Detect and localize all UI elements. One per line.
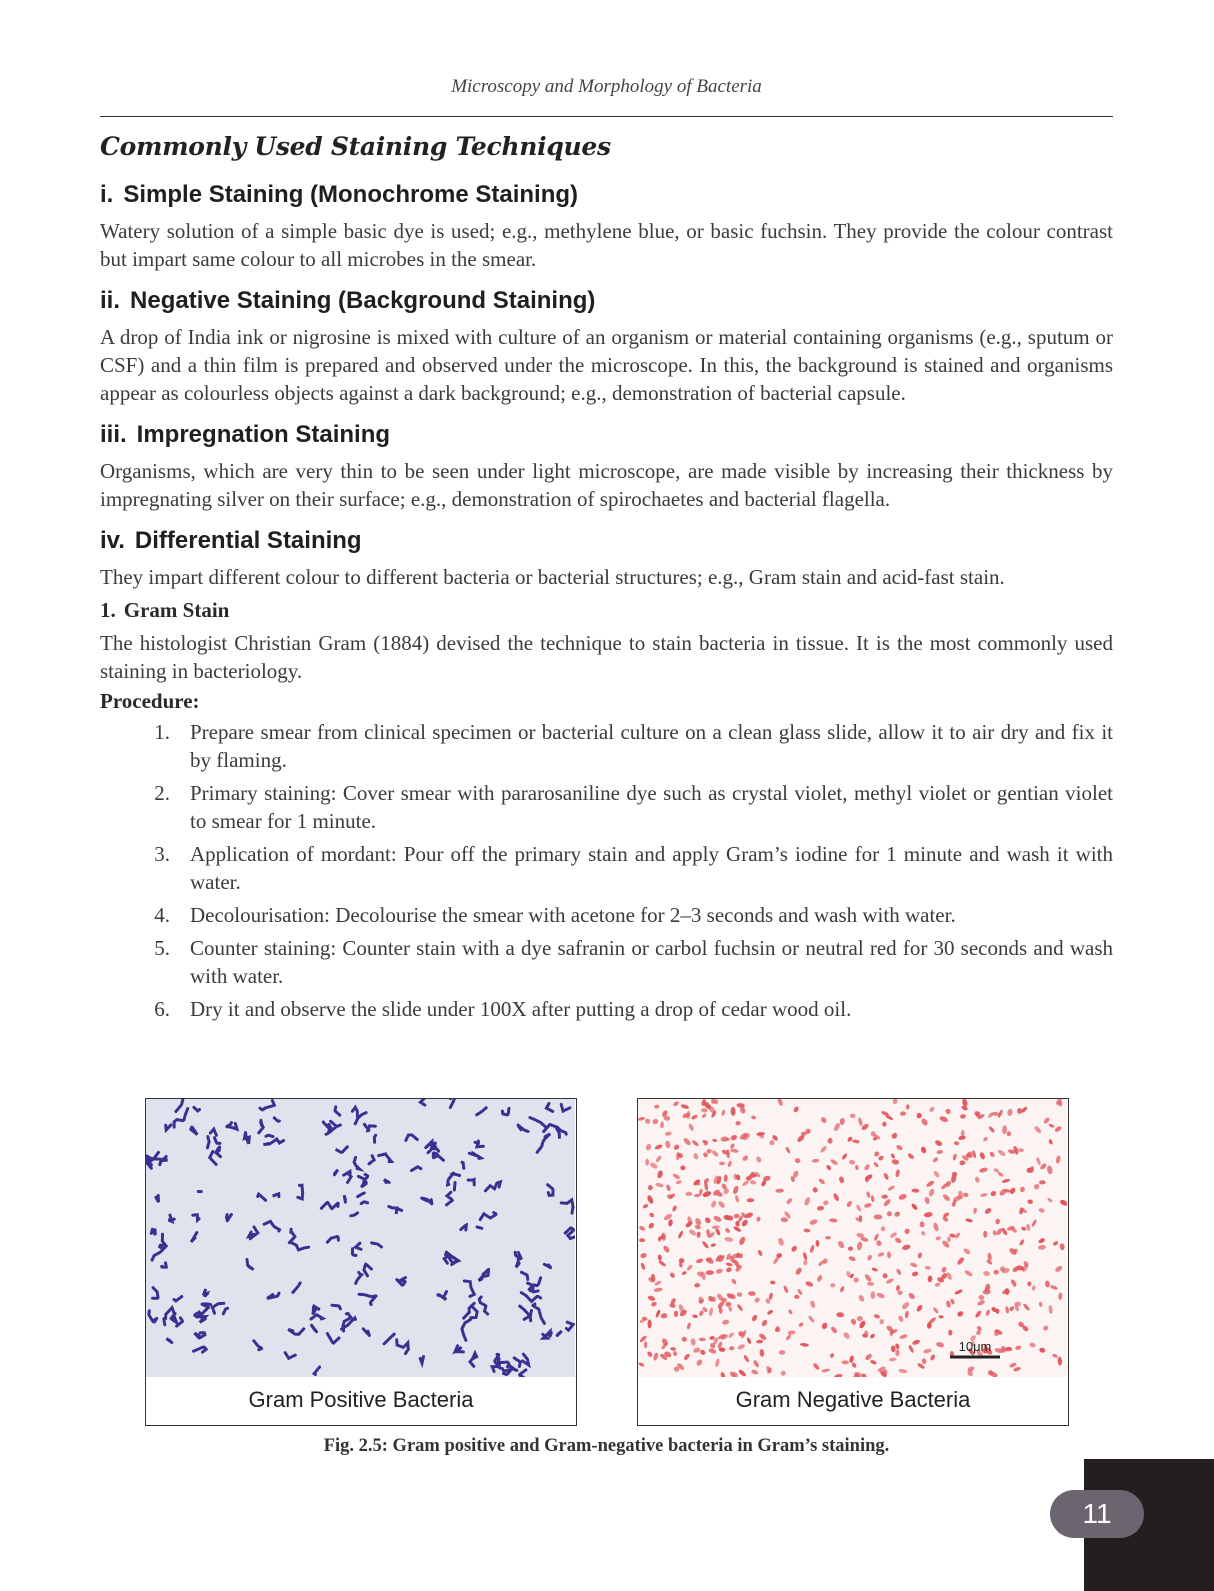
bacterium-chain (454, 1183, 455, 1191)
step-number: 2. (154, 781, 170, 805)
running-head: Microscopy and Morphology of Bacteria (451, 76, 762, 97)
bacterium-rod (948, 1330, 952, 1336)
step-text: Prepare smear from clinical specimen or bacterial culture on a clean glass slide, allow it to air dry and fix it by flaming. (190, 720, 1113, 772)
subsection-title: Negative Staining (Background Staining) (130, 287, 596, 314)
gram-positive-micrograph (146, 1099, 575, 1379)
subsection-title: Differential Staining (134, 527, 362, 554)
list-item (100, 840, 1113, 896)
step-number: 4. (154, 903, 170, 927)
subsection-number: i. (100, 181, 114, 208)
bacterium-chain (265, 1135, 273, 1136)
bacterium-chain (344, 1195, 345, 1202)
step-number: 3. (154, 842, 170, 866)
page-number: 11 (1050, 1490, 1144, 1538)
bacterium-rod (674, 1311, 678, 1317)
scale-bar-label: 10μm (958, 1339, 992, 1354)
section-title: Commonly Used Staining Techniques (100, 132, 611, 161)
figure-panels (145, 1098, 1070, 1428)
paragraph: Watery solution of a simple basic dye is used; e.g., methylene blue, or basic fuchsin. They provide the colour contrast but impart same colour to all microbes in the smear. (100, 219, 1113, 271)
paragraph: Organisms, which are very thin to be seen under light microscope, are made visible by increasing their thickness by impregnating silver on their surface; e.g., demonstration of spirochaetes and bacterial flagella. (100, 459, 1113, 511)
subsection-heading (100, 285, 1113, 317)
bacterium-chain (151, 1229, 155, 1235)
gram-negative-panel (637, 1098, 1069, 1426)
paragraph: The histologist Christian Gram (1884) devised the technique to stain bacteria in tissue. It is the most commonly used staining in bacteriology. (100, 631, 1113, 683)
bacterium-chain (462, 1162, 464, 1168)
list-item (100, 901, 1113, 929)
subsection-number: iii. (100, 421, 127, 448)
gram-positive-panel (145, 1098, 577, 1426)
bacterium-chain (530, 1311, 531, 1321)
gram-stain-number: 1. (100, 598, 116, 622)
list-item (100, 995, 1113, 1023)
figure-caption: Fig. 2.5: Gram positive and Gram-negative bacteria in Gram’s staining. (323, 1436, 890, 1456)
bacterium-chain (207, 1137, 209, 1148)
subsection-title: Simple Staining (Monochrome Staining) (123, 181, 579, 208)
procedure-steps (100, 718, 1113, 1023)
section-simple-staining (100, 179, 1113, 273)
bacterium-chain (477, 1227, 482, 1229)
gram-negative-caption: Gram Negative Bacteria (638, 1377, 1068, 1425)
header-rule (100, 116, 1113, 117)
step-text: Counter staining: Counter stain with a dye safranin or carbol fuchsin or neutral red for 30 seconds and wash with water. (190, 936, 1113, 988)
gram-positive-caption: Gram Positive Bacteria (146, 1377, 576, 1425)
step-text: Dry it and observe the slide under 100X after putting a drop of cedar wood oil. (190, 997, 852, 1021)
bacterium-rod (895, 1349, 899, 1356)
page-content (100, 128, 1113, 1028)
list-item (100, 718, 1113, 774)
gram-stain-title: Gram Stain (123, 598, 230, 622)
step-number: 1. (154, 720, 170, 744)
section-differential-staining (100, 525, 1113, 591)
subsection-number: iv. (100, 527, 125, 554)
bacterium-rod (680, 1166, 685, 1171)
step-text: Decolourisation: Decolourise the smear with acetone for 2–3 seconds and wash with water. (190, 903, 956, 927)
step-text: Primary staining: Cover smear with pararosaniline dye such as crystal violet, methyl violet or gentian violet to smear for 1 minute. (190, 781, 1113, 833)
subsection-heading (100, 525, 1113, 557)
subsection-title: Impregnation Staining (136, 421, 391, 448)
gram-stain-heading (100, 597, 1113, 623)
section-impregnation-staining (100, 419, 1113, 513)
gram-negative-micrograph (638, 1099, 1067, 1379)
bacterium-chain (361, 1202, 367, 1204)
gram-stain-section (100, 597, 1113, 1023)
section-negative-staining (100, 285, 1113, 407)
subsection-number: ii. (100, 287, 121, 314)
bacterium-rod (648, 1319, 652, 1328)
step-number: 5. (154, 936, 170, 960)
list-item (100, 779, 1113, 835)
bacterium-chain (204, 1289, 207, 1296)
list-item (100, 934, 1113, 990)
step-text: Application of mordant: Pour off the primary stain and apply Gram’s iodine for 1 minute and wash it with water. (190, 842, 1113, 894)
procedure-label: Procedure: (100, 689, 200, 713)
paragraph: A drop of India ink or nigrosine is mixed with culture of an organism or material containing organisms (e.g., sputum or CSF) and a thin film is prepared and observed under the microscope. In this, the background is stained and organisms appear as colourless objects against a dark background; e.g., demonstration of bacterial capsule. (100, 325, 1113, 405)
subsection-heading (100, 419, 1113, 451)
bacterium-chain (420, 1357, 423, 1364)
bacterium-chain (273, 1194, 279, 1197)
subsection-heading (100, 179, 1113, 211)
step-number: 6. (154, 997, 170, 1021)
paragraph: They impart different colour to different bacteria or bacterial structures; e.g., Gram stain and acid-fast stain. (100, 565, 1005, 589)
